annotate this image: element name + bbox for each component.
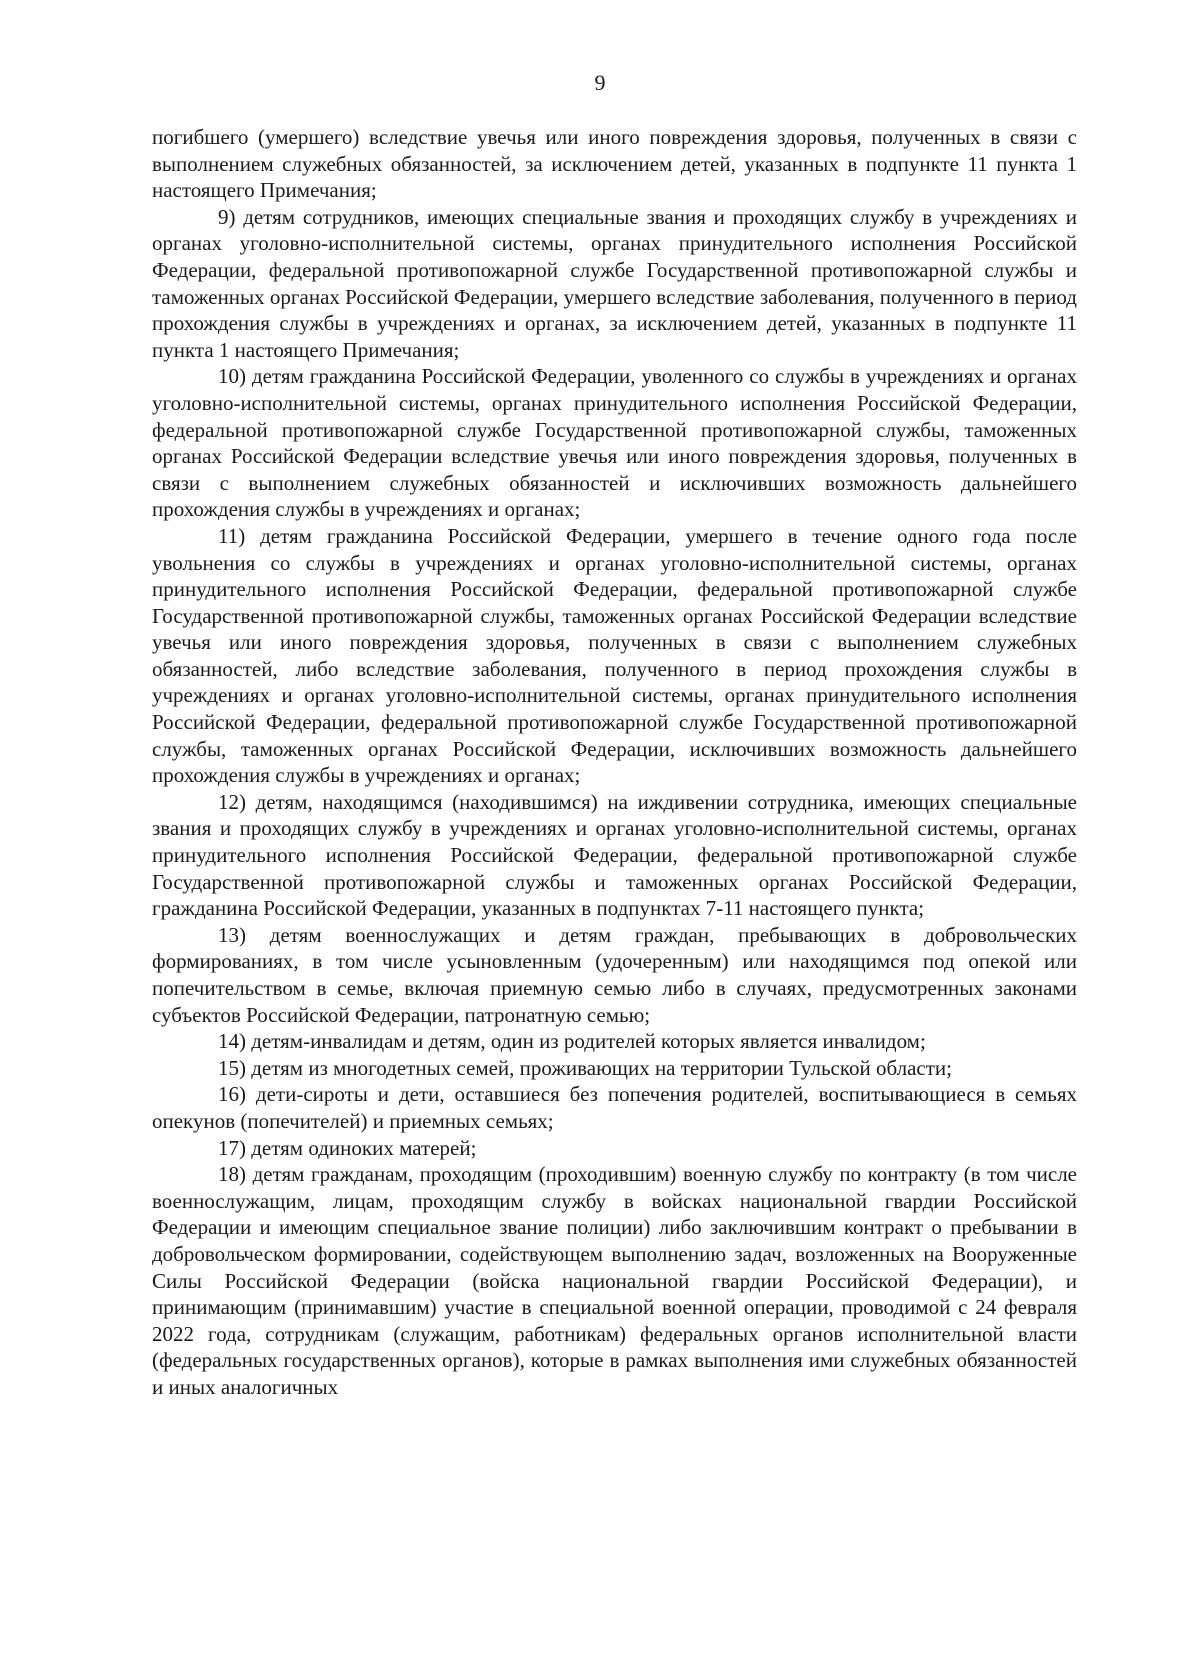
paragraph-item-15: 15) детям из многодетных семей, проживающих на территории Тульской области; bbox=[218, 1055, 953, 1080]
paragraph-item-17: 17) детям одиноких матерей; bbox=[218, 1135, 477, 1160]
paragraph-continuation: погибшего (умершего) вследствие увечья или иного повреждения здоровья, полученных в связи с выполнением служебных обязанностей, за исключением детей, указанных в подпункте 11 пункта 1 настоящего Примечания; bbox=[152, 125, 1077, 203]
paragraph-item-10: 10) детям гражданина Российской Федерации, уволенного со службы в учреждениях и органах уголовно-исполнительной системы, органах принудительного исполнения Российской Федерации, федеральной противопожарной службе Государственной противопожарной службы, таможенных органах Российской Федерации вследствие увечья или иного повреждения здоровья, полученных в связи с выполнением служебных обязанностей и исключивших возможность дальнейшего прохождения службы в учреждениях и органах; bbox=[152, 364, 1077, 522]
paragraph-item-14: 14) детям-инвалидам и детям, один из родителей которых является инвалидом; bbox=[218, 1029, 926, 1054]
document-body bbox=[152, 124, 1077, 1401]
paragraph-item-16: 16) дети-сироты и дети, оставшиеся без попечения родителей, воспитывающиеся в семьях опекунов (попечителей) и приемных семьях; bbox=[152, 1082, 1077, 1133]
paragraph-item-11: 11) детям гражданина Российской Федерации, умершего в течение одного года после увольнения со службы в учреждениях и органах уголовно-исполнительной системы, органах принудительного исполнения Российской Федерации, федеральной противопожарной службе Государственной противопожарной службы, таможенных органах Российской Федерации вследствие увечья или иного повреждения здоровья, полученных в связи с выполнением служебных обязанностей, либо вследствие заболевания, полученного в период прохождения службы в учреждениях и органах уголовно-исполнительной системы, органах принудительного исполнения Российской Федерации, федеральной противопожарной службе Государственной противопожарной службы, таможенных органах Российской Федерации, исключивших возможность дальнейшего прохождения службы в учреждениях и органах; bbox=[152, 523, 1077, 788]
paragraph-item-12: 12) детям, находящимся (находившимся) на иждивении сотрудника, имеющих специальные звания и проходящих службу в учреждениях и органах уголовно-исполнительной системы, органах принудительного исполнения Российской Федерации, федеральной противопожарной службе Государственной противопожарной службы и таможенных органах Российской Федерации, гражданина Российской Федерации, указанных в подпунктах 7-11 настоящего пункта; bbox=[152, 789, 1077, 921]
page-number: 9 bbox=[594, 70, 606, 95]
paragraph-item-9: 9) детям сотрудников, имеющих специальные звания и проходящих службу в учреждениях и органах уголовно-исполнительной системы, органах принудительного исполнения Российской Федерации, федеральной противопожарной службе Государственной противопожарной службы и таможенных органах Российской Федерации, умершего вследствие заболевания, полученного в период прохождения службы в учреждениях и органах, за исключением детей, указанных в подпункте 11 пункта 1 настоящего Примечания; bbox=[152, 204, 1077, 362]
paragraph-item-18: 18) детям гражданам, проходящим (проходившим) военную службу по контракту (в том числе военнослужащим, лицам, проходящим службу в войсках национальной гвардии Российской Федерации и имеющим специальное звание полиции) либо заключившим контракт о пребывании в добровольческом формировании, содействующем выполнению задач, возложенных на Вооруженные Силы Российской Федерации (войска национальной гвардии Российской Федерации), и принимающим (принимавшим) участие в специальной военной операции, проводимой с 24 февраля 2022 года, сотрудникам (служащим, работникам) федеральных органов исполнительной власти (федеральных государственных органов), которые в рамках выполнения ими служебных обязанностей и иных аналогичных bbox=[152, 1162, 1077, 1399]
paragraph-item-13: 13) детям военнослужащих и детям граждан, пребывающих в добровольческих формированиях, в том числе усыновленным (удочеренным) или находящимся под опекой или попечительством в семье, включая приемную семью либо в случаях, предусмотренных законами субъектов Российской Федерации, патронатную семью; bbox=[152, 922, 1077, 1027]
